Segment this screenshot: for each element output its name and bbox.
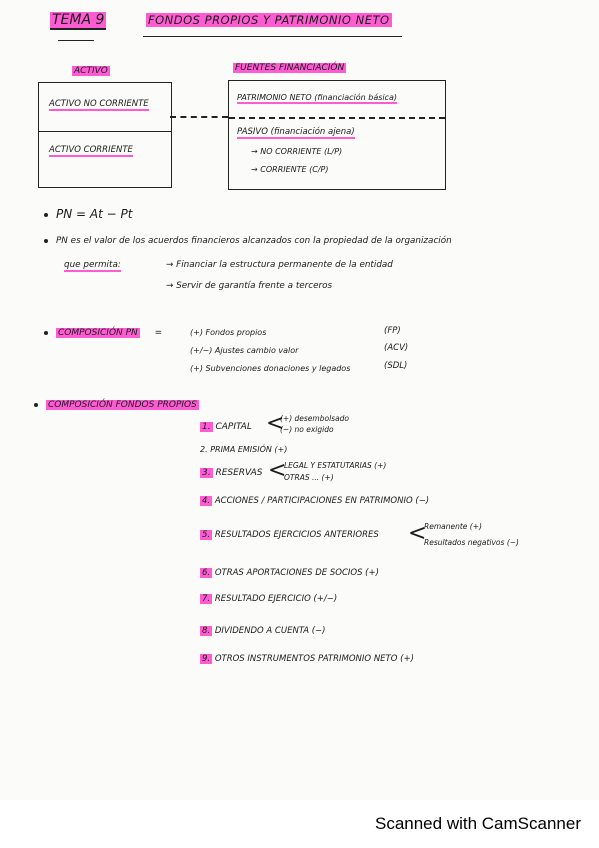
fp-item-num: 9. bbox=[202, 654, 211, 664]
fp-item-label: RESULTADO EJERCICIO (+/−) bbox=[214, 594, 338, 604]
pasivo-corriente: → CORRIENTE (C/P) bbox=[251, 165, 329, 174]
pn-row bbox=[237, 93, 397, 102]
fp-item-6 bbox=[200, 568, 379, 578]
pn-item-1: (+) Fondos propios bbox=[190, 328, 267, 337]
fuentes-box bbox=[228, 80, 446, 190]
fp-item-num: 7. bbox=[202, 594, 211, 604]
pn-abbr-1: (FP) bbox=[384, 326, 401, 336]
tema-label: TEMA 9 bbox=[52, 12, 105, 28]
pasivo-row bbox=[237, 127, 355, 137]
fp-item-label: DIVIDENDO A CUENTA (−) bbox=[214, 626, 326, 636]
activo-header bbox=[72, 66, 110, 76]
fp-item-label: PRIMA EMISIÓN (+) bbox=[210, 445, 288, 454]
topic-label: FONDOS PROPIOS Y PATRIMONIO NETO bbox=[148, 13, 390, 27]
activo-divider bbox=[39, 131, 171, 132]
activo-row-2 bbox=[49, 145, 133, 155]
fp-item-label: OTROS INSTRUMENTOS PATRIMONIO NETO (+) bbox=[214, 654, 414, 664]
fp-item-1 bbox=[200, 422, 252, 432]
activo-box bbox=[38, 82, 172, 188]
fp-item-num: 5. bbox=[202, 530, 211, 540]
fp-item-5 bbox=[200, 530, 379, 540]
definition-item-2: → Servir de garantía frente a terceros bbox=[166, 281, 333, 291]
fp-item-num: 3. bbox=[202, 468, 211, 478]
fp-item-1-sub-2: (−) no exigido bbox=[280, 425, 334, 434]
pn-item-2: (+/−) Ajustes cambio valor bbox=[190, 346, 299, 355]
fp-item-num: 8. bbox=[202, 626, 211, 636]
fp-item-label: OTRAS APORTACIONES DE SOCIOS (+) bbox=[214, 568, 379, 578]
fp-item-3 bbox=[200, 468, 262, 478]
bullet bbox=[44, 331, 48, 335]
topic-underline bbox=[143, 36, 402, 37]
composicion-fp-title bbox=[34, 400, 199, 410]
fp-item-9 bbox=[200, 654, 414, 664]
scanner-watermark: Scanned with CamScanner bbox=[374, 814, 581, 833]
fp-item-num: 2. bbox=[200, 445, 208, 454]
definition-item-1: → Financiar la estructura permanente de la entidad bbox=[166, 260, 393, 270]
composicion-fp-title-text: COMPOSICIÓN FONDOS PROPIOS bbox=[48, 400, 197, 410]
pasivo-text: PASIVO (financiación ajena) bbox=[237, 127, 355, 137]
pn-abbr-3: (SDL) bbox=[384, 361, 408, 371]
bullet bbox=[44, 239, 48, 243]
formula-text: PN = At − Pt bbox=[56, 207, 133, 221]
brace-icon: < bbox=[268, 458, 287, 483]
composicion-pn-eq: = bbox=[154, 328, 163, 338]
composicion-pn-title-text: COMPOSICIÓN PN bbox=[58, 328, 138, 338]
fp-item-5-sub-1: Remanente (+) bbox=[424, 522, 482, 531]
formula-line bbox=[44, 207, 132, 221]
fp-item-7 bbox=[200, 594, 337, 604]
fp-item-label: ACCIONES / PARTICIPACIONES EN PATRIMONIO (−) bbox=[214, 496, 430, 506]
fp-item-4 bbox=[200, 496, 429, 506]
pasivo-no-corriente: → NO CORRIENTE (L/P) bbox=[251, 147, 343, 156]
fp-item-3-sub-1: LEGAL Y ESTATUTARIAS (+) bbox=[284, 461, 387, 470]
composicion-pn-title bbox=[44, 328, 162, 338]
fp-item-label: RESULTADOS EJERCICIOS ANTERIORES bbox=[214, 530, 379, 540]
definition-prefix bbox=[64, 260, 121, 270]
fp-item-num: 1. bbox=[202, 422, 211, 432]
fp-item-5-sub-2: Resultados negativos (−) bbox=[424, 538, 519, 547]
bullet bbox=[34, 403, 38, 407]
title-topic bbox=[146, 13, 392, 27]
fuentes-divider bbox=[229, 117, 445, 119]
fp-item-label: CAPITAL bbox=[215, 422, 252, 432]
fp-item-num: 6. bbox=[202, 568, 211, 578]
bullet bbox=[44, 213, 48, 217]
activo-no-corriente: ACTIVO NO CORRIENTE bbox=[49, 99, 149, 109]
fuentes-header bbox=[233, 63, 346, 73]
activo-header-text: ACTIVO bbox=[74, 66, 108, 76]
brace-icon: < bbox=[266, 411, 285, 436]
pn-text: PATRIMONIO NETO (financiación básica) bbox=[237, 93, 398, 102]
activo-row-1 bbox=[49, 99, 149, 109]
fp-item-3-sub-2: OTRAS ... (+) bbox=[284, 473, 334, 482]
fp-item-2 bbox=[200, 445, 287, 454]
fuentes-header-text: FUENTES FINANCIACIÓN bbox=[235, 63, 345, 73]
activo-corriente: ACTIVO CORRIENTE bbox=[49, 145, 133, 155]
fp-item-1-sub-1: (+) desembolsado bbox=[280, 414, 350, 423]
fp-item-num: 4. bbox=[202, 496, 211, 506]
brace-icon: < bbox=[408, 521, 427, 546]
definition-line-1 bbox=[44, 236, 452, 246]
pn-item-3: (+) Subvenciones donaciones y legados bbox=[190, 364, 351, 373]
dashed-connector bbox=[170, 116, 228, 118]
title-underline bbox=[58, 40, 94, 41]
fp-item-label: RESERVAS bbox=[215, 468, 263, 478]
pn-abbr-2: (ACV) bbox=[384, 343, 409, 353]
title-tema bbox=[50, 12, 106, 28]
definition-prefix-text: que permita: bbox=[64, 260, 121, 270]
fp-item-8 bbox=[200, 626, 326, 636]
definition-text: PN es el valor de los acuerdos financieros alcanzados con la propiedad de la organización bbox=[56, 236, 452, 246]
